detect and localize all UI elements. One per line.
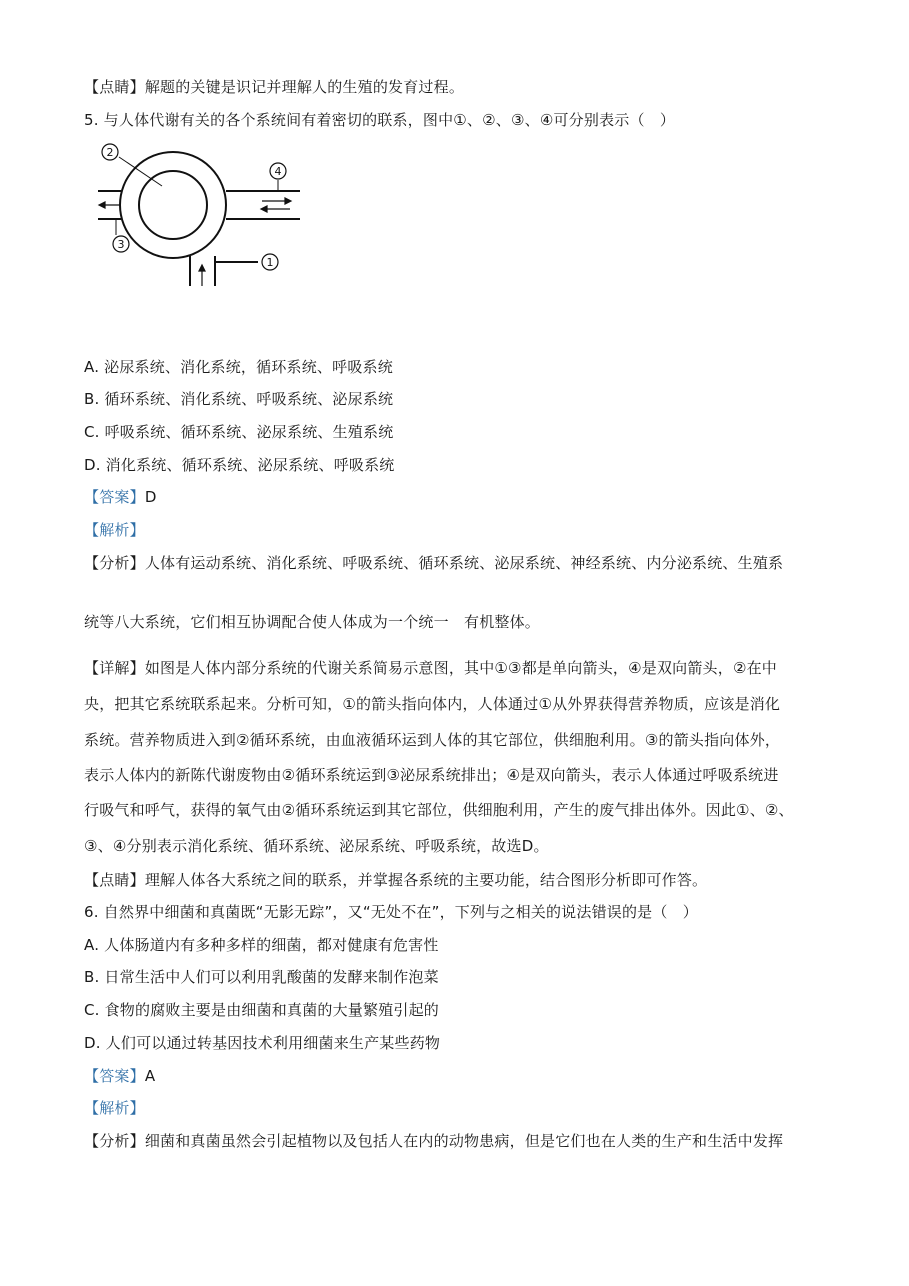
fenxi-tag: 【分析】	[84, 554, 145, 572]
q6-option-b: B. 日常生活中人们可以利用乳酸菌的发酵来制作泡菜	[84, 968, 439, 986]
fenxi-text: 人体有运动系统、消化系统、呼吸系统、循环系统、泌尿系统、神经系统、内分泌系统、生殖系	[144, 554, 784, 572]
xiangjie-tag: 【详解】	[84, 659, 145, 677]
q5-option-c: C. 呼吸系统、循环系统、泌尿系统、生殖系统	[84, 423, 394, 441]
q5-xiangjie-1	[84, 658, 777, 678]
q5-answer	[84, 487, 157, 507]
xiangjie-text: 如图是人体内部分系统的代谢关系简易示意图，其中①③都是单向箭头，④是双向箭头，②在中	[144, 659, 778, 677]
q5-option-a: A. 泌尿系统、消化系统，循环系统、呼吸系统	[84, 358, 393, 376]
q6-fenxi-1	[84, 1131, 783, 1151]
point-tag: 【点睛】	[84, 871, 145, 889]
point-text: 解题的关键是识记并理解人的生殖的发育过程。	[144, 78, 465, 96]
q5-xiangjie-5: 行吸气和呼气，获得的氧气由②循环系统运到其它部位，供细胞利用，产生的废气排出体外。因此①、②、	[84, 801, 794, 819]
q6-answer	[84, 1066, 155, 1086]
q5-xiangjie-4: 表示人体内的新陈代谢废物由②循环系统运到③泌尿系统排出；④是双向箭头，表示人体通过呼吸系统进	[84, 766, 779, 784]
fenxi-tag: 【分析】	[84, 1132, 145, 1150]
inner-ring	[139, 171, 207, 239]
q5-point	[84, 870, 707, 890]
label-1: 1	[266, 256, 274, 269]
q5-analysis-tag: 【解析】	[84, 521, 145, 539]
point-tag: 【点睛】	[84, 78, 145, 96]
q6-option-a: A. 人体肠道内有多种多样的细菌，都对健康有危害性	[84, 936, 439, 954]
q6-option-c: C. 食物的腐败主要是由细菌和真菌的大量繁殖引起的	[84, 1001, 440, 1019]
q5-xiangjie-3: 系统。营养物质进入到②循环系统，由血液循环运到人体的其它部位，供细胞利用。③的箭头指向体外，	[84, 731, 781, 749]
system-diagram	[90, 140, 310, 290]
q6-stem: 6. 自然界中细菌和真菌既“无影无踪”，又“无处不在”，下列与之相关的说法错误的是（ ）	[84, 903, 698, 921]
label-3: 3	[117, 238, 125, 251]
answer-tag: 【答案】	[84, 1067, 145, 1085]
q5-option-b: B. 循环系统、消化系统、呼吸系统、泌尿系统	[84, 390, 394, 408]
fenxi-text: 细菌和真菌虽然会引起植物以及包括人在内的动物患病，但是它们也在人类的生产和生活中发挥	[144, 1132, 784, 1150]
q5-stem: 5. 与人体代谢有关的各个系统间有着密切的联系，图中①、②、③、④可分别表示（ ）	[84, 111, 676, 129]
answer-tag: 【答案】	[84, 488, 145, 506]
q6-option-d: D. 人们可以通过转基因技术利用细菌来生产某些药物	[84, 1034, 441, 1052]
q5-option-d: D. 消化系统、循环系统、泌尿系统、呼吸系统	[84, 456, 395, 474]
q5-fenxi-1	[84, 553, 783, 573]
answer-value: D	[144, 488, 157, 506]
q5-xiangjie-2: 央，把其它系统联系起来。分析可知，①的箭头指向体内，人体通过①从外界获得营养物质，应该是消化	[84, 695, 781, 713]
q5-xiangjie-6: ③、④分别表示消化系统、循环系统、泌尿系统、呼吸系统，故选D。	[84, 837, 549, 855]
q5-fenxi-2: 统等八大系统，它们相互协调配合使人体成为一个统一 有机整体。	[84, 613, 541, 631]
label-2: 2	[106, 146, 114, 159]
q6-analysis-tag: 【解析】	[84, 1099, 145, 1117]
label-4: 4	[274, 165, 282, 178]
q4-point-line	[84, 77, 464, 97]
answer-value: A	[144, 1067, 156, 1085]
point-text: 理解人体各大系统之间的联系，并掌握各系统的主要功能，结合图形分析即可作答。	[144, 871, 708, 889]
